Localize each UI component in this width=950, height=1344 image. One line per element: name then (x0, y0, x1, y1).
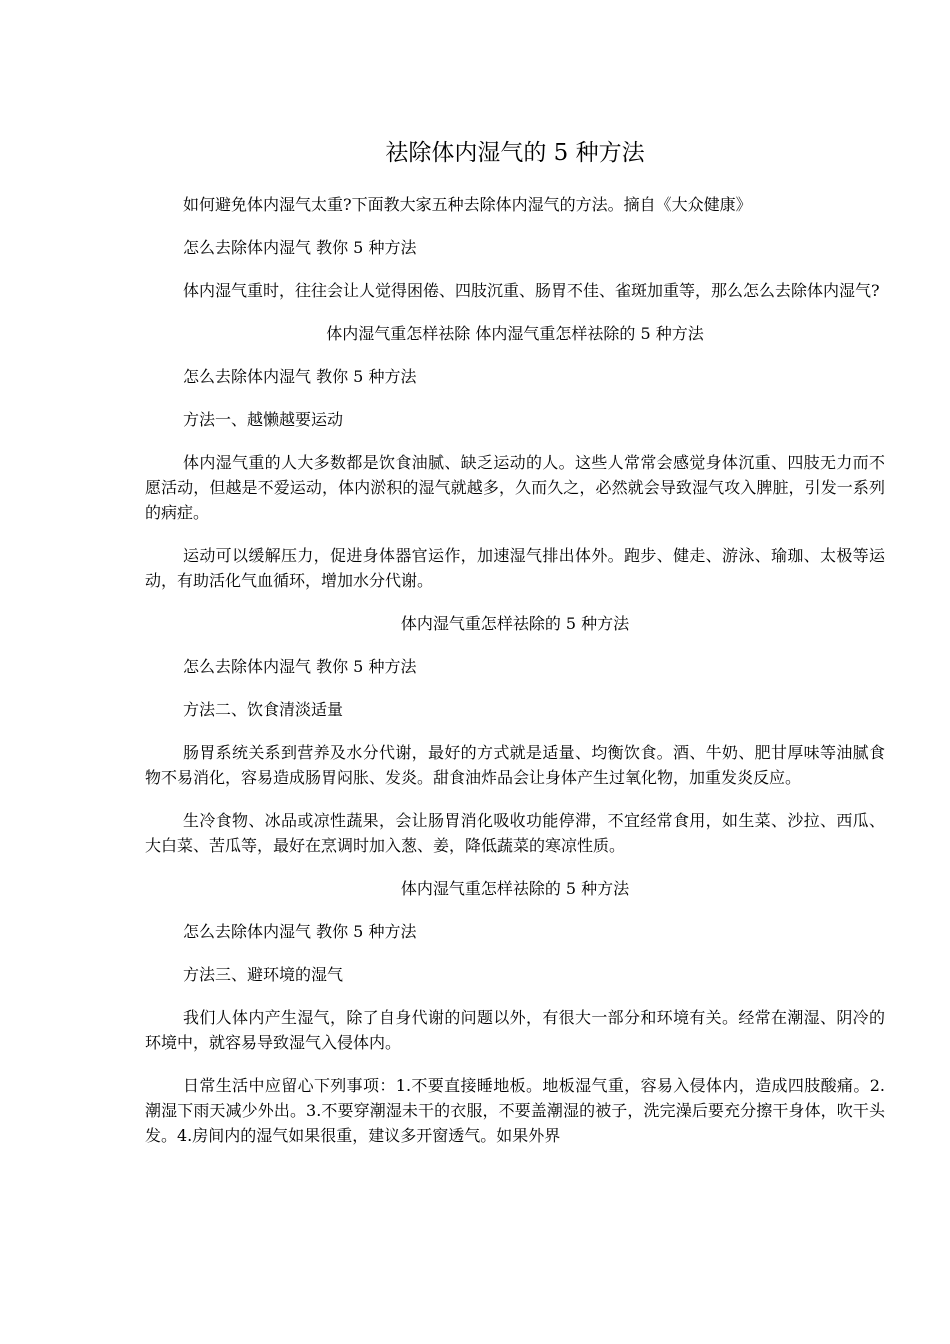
document-content (145, 132, 885, 1148)
paragraph-7: 体内湿气重的人大多数都是饮食油腻、缺乏运动的人。这些人常常会感觉身体沉重、四肢无力而不愿活动，但越是不爱运动，体内淤积的湿气就越多，久而久之，必然就会导致湿气攻入脾脏，引发一系列的病症。 (145, 453, 885, 522)
paragraph-15: 怎么去除体内湿气 教你 5 种方法 (183, 922, 417, 941)
section-heading-3: 体内湿气重怎样祛除的 5 种方法 (400, 879, 630, 898)
paragraph-18: 日常生活中应留心下列事项：1.不要直接睡地板。地板湿气重，容易入侵体内，造成四肢酸痛。2.潮湿下雨天减少外出。3.不要穿潮湿未干的衣服，不要盖潮湿的被子，洗完澡后要充分擦干身体，吹干头发。4.房间内的湿气如果很重，建议多开窗透气。如果外界 (145, 1076, 885, 1145)
paragraph-12: 肠胃系统关系到营养及水分代谢，最好的方式就是适量、均衡饮食。酒、牛奶、肥甘厚味等油腻食物不易消化，容易造成肠胃闷胀、发炎。甜食油炸品会让身体产生过氧化物，加重发炎反应。 (145, 743, 885, 787)
paragraph-1: 如何避免体内湿气太重?下面教大家五种去除体内湿气的方法。摘自《大众健康》 (183, 195, 752, 214)
method-3-heading: 方法三、避环境的湿气 (183, 965, 344, 984)
paragraph-5: 怎么去除体内湿气 教你 5 种方法 (183, 367, 417, 386)
paragraph-8: 运动可以缓解压力，促进身体器官运作，加速湿气排出体外。跑步、健走、游泳、瑜珈、太极等运动，有助活化气血循环，增加水分代谢。 (145, 546, 885, 590)
method-2-heading: 方法二、饮食清淡适量 (183, 700, 344, 719)
paragraph-3: 体内湿气重时，往往会让人觉得困倦、四肢沉重、肠胃不佳、雀斑加重等，那么怎么去除体内湿气? (183, 281, 880, 300)
section-heading-2: 体内湿气重怎样祛除的 5 种方法 (400, 614, 630, 633)
method-1-heading: 方法一、越懒越要运动 (183, 410, 344, 429)
document-title: 祛除体内湿气的 5 种方法 (385, 140, 645, 166)
section-heading-1: 体内湿气重怎样祛除 体内湿气重怎样祛除的 5 种方法 (326, 324, 704, 343)
paragraph-10: 怎么去除体内湿气 教你 5 种方法 (183, 657, 417, 676)
paragraph-2: 怎么去除体内湿气 教你 5 种方法 (183, 238, 417, 257)
paragraph-17: 我们人体内产生湿气，除了自身代谢的问题以外，有很大一部分和环境有关。经常在潮湿、阴冷的环境中，就容易导致湿气入侵体内。 (145, 1008, 885, 1052)
paragraph-13: 生冷食物、冰品或凉性蔬果，会让肠胃消化吸收功能停滞，不宜经常食用，如生菜、沙拉、西瓜、大白菜、苦瓜等，最好在烹调时加入葱、姜，降低蔬菜的寒凉性质。 (145, 811, 885, 855)
